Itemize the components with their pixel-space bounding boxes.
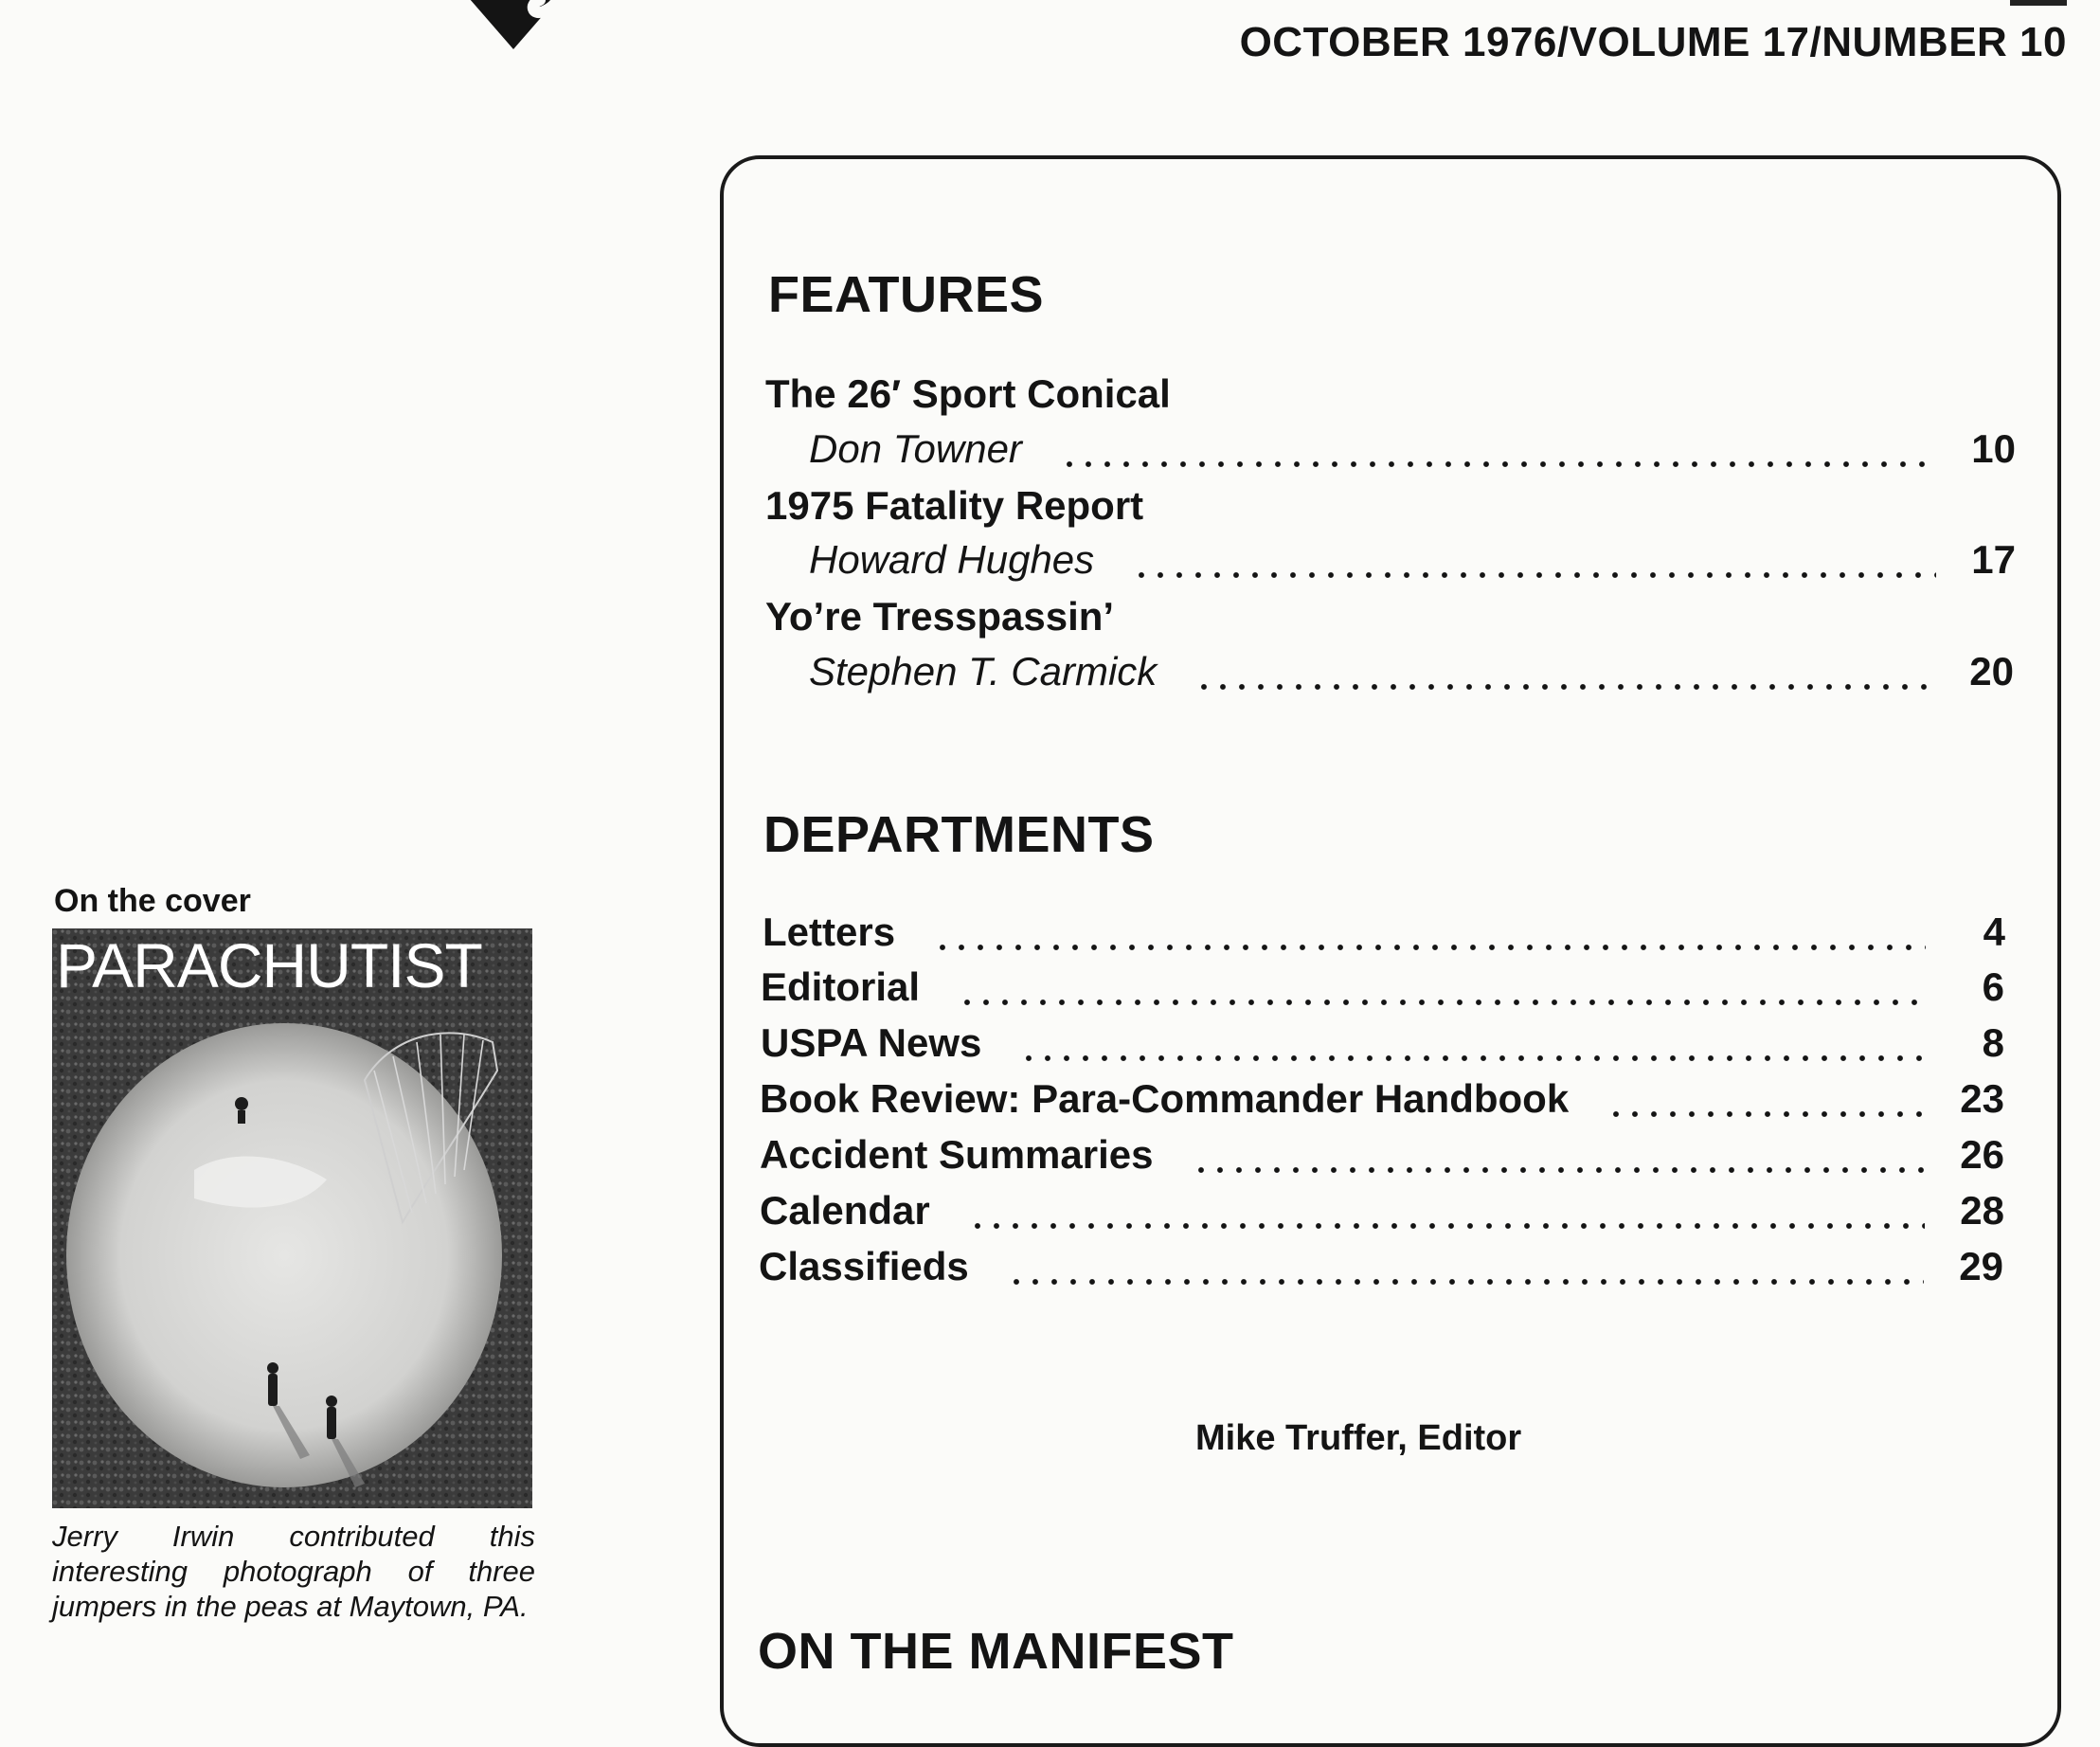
department-title: Calendar bbox=[760, 1188, 930, 1233]
department-title: Letters bbox=[763, 910, 896, 954]
issue-date-line: OCTOBER 1976/VOLUME 17/NUMBER 10 bbox=[1239, 19, 2067, 65]
department-line[interactable] bbox=[761, 1020, 2004, 1073]
feature-title[interactable]: 1975 Fatality Report bbox=[765, 483, 1144, 528]
dot-leader bbox=[968, 1222, 1925, 1230]
feature-author-line[interactable] bbox=[765, 537, 2016, 590]
department-line[interactable] bbox=[761, 964, 2004, 1018]
department-line[interactable] bbox=[760, 1076, 2004, 1129]
department-page-number: 6 bbox=[1982, 964, 2004, 1009]
cover-heading: On the cover bbox=[54, 883, 251, 919]
dot-leader bbox=[958, 999, 1925, 1006]
department-title: Classifieds bbox=[759, 1244, 969, 1288]
feature-author-line[interactable] bbox=[765, 649, 2014, 702]
cover-photo bbox=[52, 928, 532, 1508]
editor-credit: Mike Truffer, Editor bbox=[1195, 1418, 1522, 1458]
manifest-heading: ON THE MANIFEST bbox=[758, 1623, 1234, 1680]
department-page-number: 4 bbox=[1983, 910, 2005, 954]
dot-leader bbox=[1132, 571, 1936, 579]
feature-author: Stephen T. Carmick bbox=[809, 649, 1158, 693]
feature-page-number: 17 bbox=[1971, 537, 2016, 582]
department-title: Editorial bbox=[761, 964, 921, 1009]
dot-leader bbox=[1019, 1054, 1925, 1062]
feature-author: Don Towner bbox=[809, 426, 1022, 471]
department-title: Accident Summaries bbox=[760, 1132, 1154, 1177]
department-title: Book Review: Para-Commander Handbook bbox=[760, 1076, 1570, 1121]
magazine-logo-icon bbox=[438, 0, 589, 49]
department-line[interactable] bbox=[759, 1244, 2003, 1297]
departments-heading: DEPARTMENTS bbox=[763, 806, 1155, 863]
dot-leader bbox=[1060, 460, 1936, 468]
department-page-number: 26 bbox=[1960, 1132, 2004, 1177]
feature-author-line[interactable] bbox=[765, 426, 2016, 479]
feature-page-number: 10 bbox=[1971, 426, 2016, 471]
cover-caption: Jerry Irwin contributed this interesting photograph of three jumpers in the peas at Maytown, PA. bbox=[52, 1520, 535, 1623]
dot-leader bbox=[1606, 1110, 1925, 1118]
department-page-number: 29 bbox=[1959, 1244, 2003, 1288]
dot-leader bbox=[933, 944, 1926, 951]
cover-photo-illustration bbox=[52, 928, 532, 1508]
cover-magazine-title: PARACHUTIST bbox=[56, 930, 482, 1000]
department-page-number: 28 bbox=[1960, 1188, 2004, 1233]
department-line[interactable] bbox=[763, 910, 2005, 963]
feature-page-number: 20 bbox=[1969, 649, 2014, 693]
feature-title[interactable]: The 26′ Sport Conical bbox=[765, 371, 1171, 416]
department-page-number: 23 bbox=[1960, 1076, 2004, 1121]
department-line[interactable] bbox=[760, 1132, 2004, 1185]
department-line[interactable] bbox=[760, 1188, 2004, 1241]
masthead-rule bbox=[2010, 0, 2067, 6]
feature-author: Howard Hughes bbox=[809, 537, 1095, 582]
department-page-number: 8 bbox=[1982, 1020, 2004, 1065]
department-title: USPA News bbox=[761, 1020, 982, 1065]
dot-leader bbox=[1194, 683, 1934, 691]
feature-title[interactable]: Yo’re Tresspassin’ bbox=[765, 594, 1115, 639]
dot-leader bbox=[1007, 1278, 1924, 1286]
features-heading: FEATURES bbox=[768, 266, 1045, 323]
dot-leader bbox=[1192, 1166, 1926, 1174]
